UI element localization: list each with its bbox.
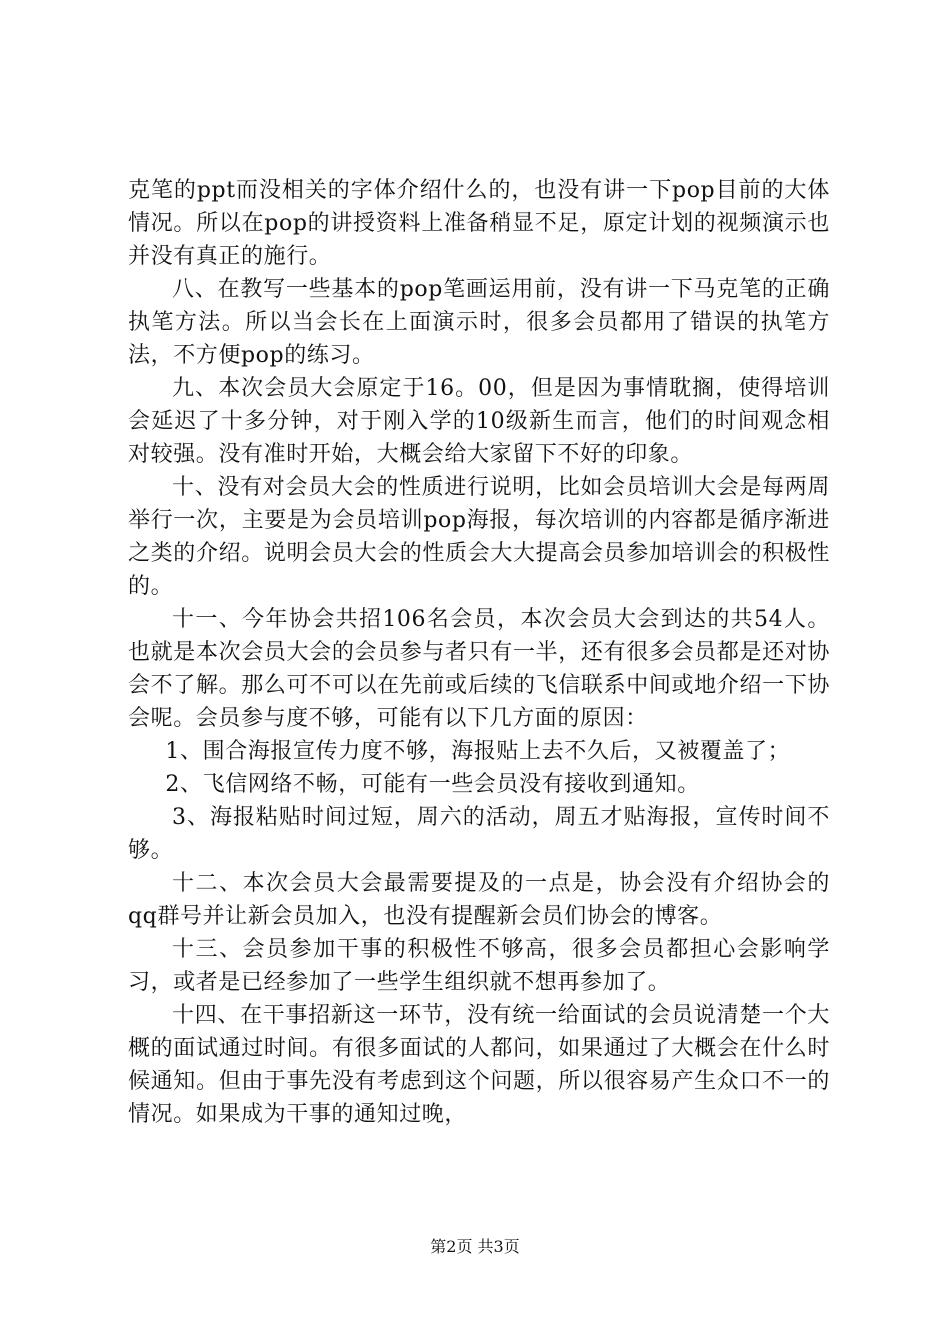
paragraph: 十一、今年协会共招106名会员，本次会员大会到达的共54人。也就是本次会员大会的会员参与者只有一半，还有很多会员都是还对协会不了解。那么可不可以在先前或后续的飞信联系中间或地介绍一下协会呢。会员参与度不够，可能有以下几方面的原因： <box>128 607 830 731</box>
list-item: 2、飞信网络不畅，可能有一些会员没有接收到通知。 <box>165 772 700 797</box>
paragraph: 十二、本次会员大会最需要提及的一点是，协会没有介绍协会的qq群号并让新会员加入，也没有提醒新会员们协会的博客。 <box>128 871 830 929</box>
list-item: 3、海报粘贴时间过短，周六的活动，周五才贴海报，宣传时间不够。 <box>128 805 830 863</box>
paragraph: 八、在教写一些基本的pop笔画运用前，没有讲一下马克笔的正确执笔方法。所以当会长在上面演示时，很多会员都用了错误的执笔方法，不方便pop的练习。 <box>128 277 830 368</box>
page-footer: 第2页 共3页 <box>430 1237 520 1256</box>
paragraph: 九、本次会员大会原定于16。00，但是因为事情耽搁，使得培训会延迟了十多分钟，对于刚入学的10级新生而言，他们的时间观念相对较强。没有准时开始，大概会给大家留下不好的印象。 <box>128 376 830 467</box>
list-item: 1、围合海报宣传力度不够，海报贴上去不久后，又被覆盖了； <box>165 739 791 764</box>
paragraph: 十四、在干事招新这一环节，没有统一给面试的会员说清楚一个大概的面试通过时间。有很多面试的人都问，如果通过了大概会在什么时候通知。但由于事先没有考虑到这个问题，所以很容易产生众口不一的情况。如果成为干事的通知过晚， <box>128 1003 830 1127</box>
paragraph: 十、没有对会员大会的性质进行说明，比如会员培训大会是每两周举行一次，主要是为会员培训pop海报，每次培训的内容都是循序渐进之类的介绍。说明会员大会的性质会大大提高会员参加培训会的积极性的。 <box>128 475 830 599</box>
paragraph: 克笔的ppt而没相关的字体介绍什么的，也没有讲一下pop目前的大体情况。所以在pop的讲授资料上准备稍显不足，原定计划的视频演示也并没有真正的施行。 <box>128 178 830 269</box>
document-body <box>128 174 830 1131</box>
paragraph: 十三、会员参加干事的积极性不够高，很多会员都担心会影响学习，或者是已经参加了一些学生组织就不想再参加了。 <box>128 937 830 995</box>
